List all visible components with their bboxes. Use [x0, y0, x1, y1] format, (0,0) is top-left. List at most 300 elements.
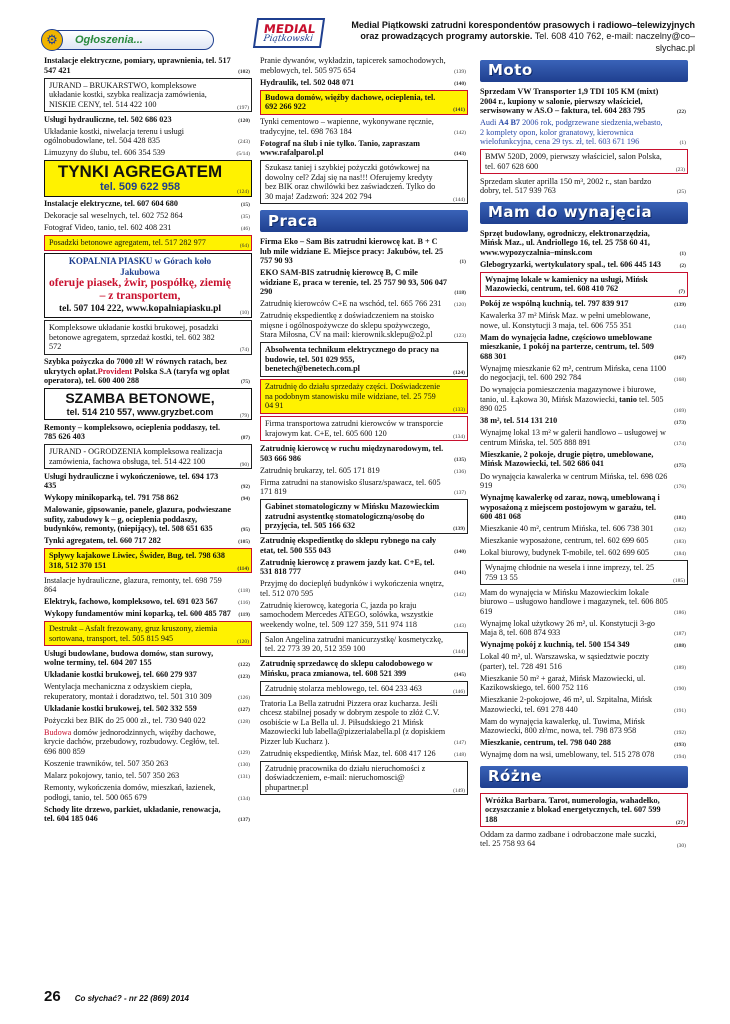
ad-mam-6 [480, 364, 688, 383]
ad-number: (120) [454, 302, 466, 309]
ad-text: Szukasz taniej i szybkiej pożyczki gotówkowej na dowolny cel? Zdaj się na nas!!! Oferujemy kredyty bez BIK oraz chwilówki bez zaświadczeń. Tylko do 30 maja! Zadzwoń: 324 202 794 [265, 163, 436, 201]
ad-number: (74) [239, 347, 249, 354]
ad-text: Spływy kajakowe Liwiec, Świder, Bug, tel. 798 638 318, 512 370 151 [49, 551, 225, 570]
ad-praca-9 [260, 478, 468, 497]
ad-mam-4 [480, 311, 688, 330]
ad-number: (174) [674, 441, 686, 448]
ad-text: Zatrudnię kierowcę w ruchu międzynarodowym, tel. 503 666 986 [260, 443, 444, 463]
ad-moto-3 [480, 177, 688, 196]
ad-c1-26 [44, 670, 252, 680]
ad-number: (1) [459, 259, 466, 266]
ad-text: Mieszkanie 50 m² + garaż, Mińsk Mazowiecki, ul. Kazikowskiego, tel. 600 752 116 [480, 673, 646, 693]
footer-title: Co słychać? - nr 22 (869) 2014 [74, 994, 189, 1003]
ad-praca-8 [260, 466, 468, 476]
ad-number: (192) [674, 729, 686, 736]
ad-praca-3 [260, 311, 468, 340]
ad-text: Mam do wynajęcia kawalerkę, ul. Tuwima, Mińsk Mazowiecki, 800 zł/mc, nowa, tel. 798 873 958 [480, 716, 645, 736]
ad-mam-2 [480, 272, 688, 297]
ad-number: (167) [674, 354, 686, 361]
ogloszenia-tag [44, 30, 214, 50]
ad-c2-2 [260, 90, 468, 115]
ad-number: (7) [678, 289, 685, 296]
ad-number: (94) [240, 496, 250, 503]
ad-number: (30) [676, 842, 686, 849]
ad-text: Układanie kostki brukowej, tel. 502 332 559 [44, 703, 197, 713]
ad-text: Schody lite drzewo, parkiet, układanie, renowacja, tel. 604 185 046 [44, 804, 221, 824]
section-mam-do-wynajecia [480, 202, 688, 224]
ad-text: Lokal 40 m², ul. Warszawska, w sąsiedztwie poczty (parter), tel. 728 491 516 [480, 652, 649, 671]
ad-text: Tynki agregatem, tel. 660 717 282 [44, 536, 161, 546]
ad-text: Mieszkanie 2-pokojowe, 46 m², ul. Szpitalna, Mińsk Mazowiecki, tel. 691 278 440 [480, 695, 653, 714]
ad-number: (133) [453, 406, 465, 413]
ad-number: (124) [237, 189, 249, 196]
ad-c1-14 [44, 423, 252, 442]
ad-praca-12 [260, 558, 468, 577]
ad-text: Wynajmę lokale w kamienicy na usługi, Mińsk Mazowiecki, centrum, tel. 608 410 762 [485, 274, 648, 294]
ad-c1-24 [44, 621, 252, 646]
ad-text: Mieszkanie, centrum, tel. 798 040 288 [480, 738, 611, 748]
ad-text: Wynajmę mieszkanie 62 m², centrum Mińska, cena 1100 do negocjacji, tel. 600 292 784 [480, 363, 667, 383]
ad-c2-4 [260, 139, 468, 158]
ad-text: Wynajmę dom na wsi, umeblowany, tel. 515 278 078 [480, 750, 655, 760]
ad-text: Instalacje elektryczne, tel. 607 604 680 [44, 199, 178, 209]
ad-number: (145) [454, 671, 466, 678]
ad-mam-24 [480, 738, 688, 748]
ad-number: (22) [676, 109, 686, 116]
ad-mam-5 [480, 333, 688, 362]
ad-text: tel. 507 104 222, www.kopalniapiasku.pl [58, 303, 222, 314]
header-text [335, 20, 695, 54]
ad-number: (1) [679, 250, 686, 257]
ad-number: (190) [674, 686, 686, 693]
ad-text: Usługi hydrauliczne, tel. 502 686 023 [44, 114, 172, 124]
ad-c1-30 [44, 728, 252, 757]
ad-mam-21 [480, 674, 688, 693]
ad-text: JURAND - OGRODZENIA kompleksowa realizacja zamówienia, fachowa obsługa, tel. 514 422 100 [49, 447, 223, 466]
ad-number: (116) [238, 600, 250, 607]
ad-number: (243) [238, 139, 250, 146]
ad-praca-16 [260, 659, 468, 678]
ad-text: Limuzyny do ślubu, tel. 606 354 539 [44, 148, 165, 158]
ad-number: (123) [454, 333, 466, 340]
ad-c1-15 [44, 444, 252, 469]
ad-text: Oddam za darmo zadbane i odrobaczone małe suczki, tel. 25 758 93 64 [480, 829, 657, 849]
ad-praca-15 [260, 632, 468, 657]
ad-number: (95) [240, 527, 250, 534]
ad-praca-20 [260, 761, 468, 796]
ad-number: (105) [238, 539, 250, 546]
ad-mam-7 [480, 385, 688, 414]
ad-text: Malarz pokojowy, tanio, tel. 507 350 263 [44, 771, 180, 781]
ad-c1-12 [44, 357, 252, 386]
ad-mam-18 [480, 619, 688, 638]
ad-praca-4 [260, 342, 468, 377]
page-number: 26 [44, 988, 61, 1005]
ad-praca-14 [260, 601, 468, 630]
ad-number: (35) [240, 214, 250, 221]
ad-text: Firma Eko – Sam Bis zatrudni kierowcę kat. B + C lub mile widziane E. Miejsce pracy: Jakubów, tel. 25 757 90 93 [260, 237, 444, 266]
ad-text: Do wynajęcia kawalerka w centrum Mińska, tel. 698 026 919 [480, 471, 668, 491]
ad-c1-8 [44, 223, 252, 233]
logo-subtext: Piątkowski [262, 33, 314, 44]
ad-number: (131) [238, 774, 250, 781]
ad-praca-6 [260, 416, 468, 441]
ad-c1-6 [44, 199, 252, 209]
ad-number: (114) [237, 565, 249, 572]
header-line2b: Tel. 608 410 762, e-mail: naczelny@co–slychac.pl [532, 31, 695, 53]
ad-number: (27) [675, 820, 685, 827]
ad-number: (1) [679, 140, 686, 147]
header-line1: Medial Piątkowski zatrudni korespondentów prasowych i radiowo–telewizyjnych [351, 20, 695, 30]
ad-number: (185) [673, 577, 685, 584]
ad-number: (144) [674, 323, 686, 330]
ad-mam-20 [480, 652, 688, 671]
ad-text: Praca [268, 211, 319, 230]
ad-text: Różne [488, 767, 542, 786]
ad-mam-14 [480, 536, 688, 546]
ad-text: A4 B7 [498, 118, 521, 128]
footer [44, 988, 694, 1005]
ad-text: Pranie dywanów, wykładzin, tapicerek samochodowych, meblowych, tel. 505 975 654 [260, 56, 446, 75]
ad-number: (197) [237, 104, 249, 111]
ad-number: (137) [238, 817, 250, 824]
ad-text: EKO SAM-BIS zatrudnię kierowcę B, C mile widziane E, praca w terenie, tel. 25 757 90 93, 506 047 290 [260, 268, 448, 297]
ad-number: (23) [675, 166, 685, 173]
ad-text: Zatrudnię ekspedientkę z doświadczeniem na stoisko mięsne i ogólnospożywcze do sklepu spożywczego, Stara Miłosna, CV na mail: kierownik.sklepu@o2.pl [260, 311, 434, 340]
ad-number: (143) [454, 622, 466, 629]
ad-text: Układanie kostki brukowej, tel. 660 279 937 [44, 670, 197, 680]
ad-text: KOPALNIA PIASKU w Górach koło Jakubowa [68, 256, 212, 277]
ad-text: Mieszkanie, 2 pokoje, drugie piętro, umeblowane, Mińsk Mazowiecki, tel. 502 686 041 [480, 449, 654, 469]
ad-text: Tratoria La Bella zatrudni Pizzera oraz kucharza. Jeśli chcesz stabilnej posady w dobrym zespole to złóż C.V. osobiście w La Bella ul. J. Piłsudskiego 21 Mińsk Mazowiecki lub labella@pizzerialabella.pl (z dopiskiem Pizzer lub Kucharz ). [260, 698, 446, 746]
ad-rozne-0 [480, 793, 688, 828]
ad-number: (143) [454, 151, 466, 158]
ad-text: Polska S.A (taryfa wg opłat operatora), tel. 600 400 288 [44, 366, 230, 386]
ad-praca-2 [260, 299, 468, 309]
ad-text: Zatrudnię kierowcę z prawem jazdy kat. C+E, tel. 531 818 777 [260, 557, 435, 577]
ad-number: (188) [674, 643, 686, 650]
ad-c1-1 [44, 78, 252, 113]
ad-number: (118) [238, 588, 250, 595]
ad-number: (139) [453, 526, 465, 533]
ad-text: Zatrudnię ekspedientkę do sklepu rybnego na cały etat, tel. 500 555 043 [260, 536, 437, 555]
ad-c1-16 [44, 472, 252, 491]
ad-praca-11 [260, 536, 468, 555]
ad-text: Kawalerka 37 m² Mińsk Maz. w pełni umeblowane, nowe, ul. Konstytucji 3 maja, tel. 606 755 351 [480, 311, 651, 330]
ad-text: Wynajmę lokal 13 m² w galerii handlowo – usługowej w centrum Mińska, tel. 505 888 891 [480, 428, 666, 447]
ad-text: domów jednorodzinnych, więźby dachowe, krycie dachów, przebudowy, rozbudowy. Cegłów, tel. 696 800 859 [44, 727, 220, 756]
ad-text: Gabinet stomatologiczny w Mińsku Mazowieckim zatrudni asystentkę stomatologiczną/osobę do przyjęcia, tel. 505 166 632 [265, 502, 440, 531]
ad-number: (123) [238, 673, 250, 680]
ad-mam-15 [480, 548, 688, 558]
ad-text: Kompleksowe układanie kostki brukowej, posadzki betonowe agregatem, sprzedaż kostki, tel. 602 382 572 [49, 323, 219, 352]
ad-c1-34 [44, 805, 252, 824]
ad-text: Zatrudnię pracownika do działu nieruchomości z doświadczeniem, e-mail: nieruchomosci@ phupartner.pl [265, 763, 426, 792]
ad-text: TYNKI AGREGATEM [57, 162, 223, 182]
medial-logo [253, 18, 325, 48]
ad-text: Elektryk, fachowo, kompleksowo, tel. 691 023 567 [44, 597, 218, 607]
ad-text: Pożyczki bez BIK do 25 000 zł., tel. 730 940 022 [44, 715, 206, 725]
ad-mam-13 [480, 524, 688, 534]
ad-number: (92) [240, 484, 250, 491]
ad-number: (193) [674, 741, 686, 748]
ad-c2-1 [260, 78, 468, 88]
ad-number: (140) [454, 548, 466, 555]
ad-number: (79) [239, 412, 249, 419]
ad-text: Zatrudnię kierowcę, kategoria C, jazda po kraju samochodem Mercedes ATEGO, solówka, wszystkie weekendy wolne, tel. 509 127 359, 511 974 118 [260, 600, 434, 629]
ad-mam-3 [480, 299, 688, 309]
ad-number: (118) [454, 290, 466, 297]
ad-mam-11 [480, 472, 688, 491]
ad-text: Zatrudnię stolarza meblowego, tel. 604 233 463 [265, 683, 422, 693]
ad-text: tel. 505 890 025 [480, 394, 664, 414]
ad-text: Remonty, wykończenia domów, mieszkań, łazienek, podłogi, tanio, tel. 500 065 679 [44, 783, 216, 802]
ad-c1-31 [44, 759, 252, 769]
ad-c1-5 [44, 160, 252, 197]
ad-text: Sprzedam skuter aprilla 150 m³, 2002 r., stan bardzo dobry, tel. 517 939 763 [480, 176, 652, 196]
ad-number: (75) [240, 379, 250, 386]
ad-text: Firma zatrudni na stanowisko ślusarz/spawacz, tel. 605 171 819 [260, 477, 441, 497]
ad-text: Wynajmę kawalerkę od zaraz, nową, umeblowaną i wyposażoną z miejscem postojowym w garażu, tel. 600 481 068 [480, 493, 660, 522]
ad-text: Lokal biurowy, budynek T-mobile, tel. 602 699 605 [480, 548, 650, 558]
ad-mam-10 [480, 450, 688, 469]
ad-text: Wynajmę chłodnie na wesela i inne imprezy, tel. 25 759 13 55 [485, 563, 655, 582]
column-2 [260, 56, 468, 798]
ad-number: (141) [453, 107, 465, 114]
ad-number: (137) [454, 490, 466, 497]
ad-text: Destrukt – Asfalt frezowany, gruz kruszony, ziemia sortowana, transport, tel. 505 815 945 [49, 624, 218, 643]
ad-text: tel. 509 622 958 [99, 180, 181, 193]
ad-number: (191) [674, 707, 686, 714]
ad-c1-32 [44, 771, 252, 781]
ad-c1-10 [44, 253, 252, 317]
ad-number: (122) [238, 661, 250, 668]
ad-mam-9 [480, 428, 688, 447]
ad-number: (183) [674, 539, 686, 546]
ad-praca-17 [260, 681, 468, 697]
ad-text: Usługi hydrauliczne i wykończeniowe, tel. 694 173 435 [44, 471, 219, 491]
ad-text: JURAND – BRUKARSTWO, kompleksowe układanie kostki, szybka realizacja zamówienia, NISKIE CENY, tel. 514 422 100 [49, 80, 207, 109]
ad-text: Mam do wynajęcia ładne, częściowo umeblowane mieszkanie, 1 pokój na parterze, centrum, tel. 509 688 301 [480, 332, 654, 361]
ad-moto-0 [480, 87, 688, 116]
ad-c2-5 [260, 160, 468, 204]
ad-text: Wykopy minikoparką, tel. 791 758 862 [44, 493, 179, 503]
ad-praca-5 [260, 379, 468, 414]
ad-text: Firma transportowa zatrudni kierowców w transporcie krajowym kat. C+E, tel. 605 600 120 [265, 419, 444, 438]
ad-number: (15) [240, 202, 250, 209]
ad-c1-23 [44, 609, 252, 619]
ad-number: (120) [238, 117, 250, 124]
ad-number: (186) [674, 609, 686, 616]
ad-number: (141) [454, 570, 466, 577]
ad-text: Malowanie, gipsowanie, panele, glazura, podwieszane sufity, zabudowy k – g, ocieplenia poddaszy, budynków, remonty, (niepijący), tel. 508 651 635 [44, 505, 231, 534]
ad-number: (134) [453, 434, 465, 441]
ad-number: (128) [238, 719, 250, 726]
ad-number: (119) [238, 612, 250, 619]
ad-number: (90) [239, 461, 249, 468]
ad-c1-13 [44, 388, 252, 420]
ad-text: Glebogryzarki, wertykulatory spal., tel. 606 445 143 [480, 259, 662, 269]
header-line2 [335, 31, 695, 54]
ad-mam-25 [480, 750, 688, 760]
section-moto [480, 60, 688, 82]
ad-text: Dekoracje sal weselnych, tel. 602 752 864 [44, 211, 183, 221]
ad-mam-19 [480, 640, 688, 650]
ad-c1-7 [44, 211, 252, 221]
ad-c1-21 [44, 576, 252, 595]
ad-text: Wynajmę pokój z kuchnią, tel. 500 154 349 [480, 640, 630, 650]
section-praca [260, 210, 468, 232]
ad-c1-0 [44, 56, 252, 75]
ad-c1-20 [44, 548, 252, 573]
logo-text: MEDIAL [262, 21, 317, 36]
ad-c1-3 [44, 127, 252, 146]
ad-text: Remonty – kompleksowo, ocieplenia poddaszy, tel. 785 626 403 [44, 422, 221, 442]
ad-praca-7 [260, 444, 468, 463]
ad-number: (124) [453, 369, 465, 376]
ad-text: tel. 514 210 557, www.gryzbet.com [66, 406, 214, 417]
column-1 [44, 56, 252, 826]
ad-number: (173) [674, 419, 686, 426]
ad-text: 38 m², tel. 514 131 210 [480, 416, 558, 426]
ad-number: (184) [674, 551, 686, 558]
ad-text: Wynajmę lokal użytkowy 26 m², ul. Konstytucji 3-go Maja 8, tel. 608 874 933 [480, 618, 656, 638]
ad-c1-28 [44, 704, 252, 714]
ad-number: (142) [454, 591, 466, 598]
ad-text: Mieszkanie wyposażone, centrum, tel. 602 699 605 [480, 536, 649, 546]
ad-number: (120) [237, 638, 249, 645]
ad-text: Mieszkanie 40 m², centrum Mińska, tel. 606 738 301 [480, 524, 654, 534]
ad-number: (189) [674, 664, 686, 671]
ad-text: tanio [617, 394, 637, 404]
ad-number: (187) [674, 631, 686, 638]
ad-text: Zatrudnię brukarzy, tel. 605 171 819 [260, 465, 380, 475]
ad-text: Wentylacja mechaniczna z odzyskiem ciepła, rekuperatory, montaż i doradztwo, tel. 501 310 309 [44, 682, 212, 701]
ad-text: Koszenie trawników, tel. 507 350 263 [44, 759, 169, 768]
ad-number: (147) [454, 740, 466, 747]
ad-c1-18 [44, 505, 252, 534]
ad-text: Tynki cementowo – wapienne, wykonywane ręcznie, tradycyjne, tel. 698 763 184 [260, 117, 434, 136]
ad-praca-19 [260, 749, 468, 759]
ad-text: Instalacje hydrauliczne, glazura, remonty, tel. 698 759 864 [44, 575, 222, 595]
ad-praca-10 [260, 499, 468, 534]
ad-text: Wykopy fundamentów mini koparką, tel. 600 485 787 [44, 609, 231, 619]
ad-text: Salon Angelina zatrudni manicurzystkę/ kosmetyczkę, tel. 22 773 39 20, 512 359 100 [265, 634, 444, 654]
ad-c1-17 [44, 493, 252, 503]
ad-text: Układanie kostki, niwelacja terenu i usługi ogólnobudowlane, tel. 504 428 835 [44, 126, 185, 146]
ad-number: (168) [674, 376, 686, 383]
ad-number: (169) [674, 407, 686, 414]
ad-number: (176) [674, 484, 686, 491]
ad-text: Sprzęt budowlany, ogrodniczy, elektronarzędzia, Mińsk Maz., ul. Andriollego 16, tel. 25 758 60 41, www.wypozyczalnia–minsk.com [480, 228, 650, 257]
ad-text: Zatrudnię ekspedientkę, Mińsk Maz, tel. 608 417 126 [260, 748, 436, 758]
ad-text: Provident [97, 366, 133, 376]
ad-c1-27 [44, 682, 252, 701]
ad-text: Do wynajęcia pomieszczenia magazynowe i biurowe, tanio, ul. Łąkowa 30, Mińsk Mazowiecki, [480, 385, 656, 404]
ad-text: Fotograf Video, tanio, tel. 602 408 231 [44, 223, 172, 233]
ad-text: Posadzki betonowe agregatem, tel. 517 282 977 [49, 238, 206, 248]
ad-number: (136) [454, 468, 466, 475]
ad-number: (148) [454, 752, 466, 759]
ad-number: (139) [674, 302, 686, 309]
ad-number: (182) [674, 527, 686, 534]
ad-number: (129) [238, 750, 250, 757]
ad-c1-22 [44, 597, 252, 607]
ad-mam-8 [480, 416, 688, 426]
ad-praca-13 [260, 579, 468, 598]
ad-number: (139) [454, 68, 466, 75]
ad-number: (149) [453, 788, 465, 795]
ad-number: (142) [454, 129, 466, 136]
ad-number: (146) [453, 688, 465, 695]
ad-number: (127) [238, 707, 250, 714]
ad-text: 2006 rok, podgrzewane siedzenia,webasto, 2 komplety opon, kolor granatowy, kierownica wielofunkcyjna, cena 29 tys. zł, tel. 603 671 196 [480, 118, 663, 147]
ad-c1-2 [44, 115, 252, 125]
ad-moto-1 [480, 118, 688, 147]
ad-mam-16 [480, 560, 688, 585]
ad-text: Budowa [44, 727, 72, 737]
ad-rozne-1 [480, 830, 688, 849]
ad-c1-25 [44, 649, 252, 668]
ad-number: (135) [454, 456, 466, 463]
ad-text: Przyjmę do docieplęń budynków i wykończenia wnętrz, tel. 512 070 595 [260, 579, 444, 598]
ad-text: Hydraulik, tel. 502 048 071 [260, 77, 355, 87]
ad-number: (5/14) [236, 151, 250, 158]
ad-number: (126) [238, 695, 250, 702]
ad-c1-4 [44, 148, 252, 158]
ad-c1-19 [44, 536, 252, 546]
ad-c1-11 [44, 320, 252, 355]
ad-praca-1 [260, 268, 468, 297]
ad-number: (25) [676, 189, 686, 196]
ad-number: (194) [674, 753, 686, 760]
column-3 [480, 60, 688, 851]
ad-number: (46) [240, 226, 250, 233]
ad-text: Wróżka Barbara. Tarot, numerologia, wahadełko, oczyszczanie z blokad energetycznych, tel. 607 599 188 [485, 795, 661, 824]
ad-number: (130) [238, 762, 250, 769]
ad-mam-23 [480, 717, 688, 736]
ad-text: Usługi budowlane, budowa domów, stan surowy, wolne terminy, tel. 604 207 155 [44, 648, 214, 668]
ad-number: (140) [454, 80, 466, 87]
ad-text: oferuje piasek, żwir, pospółkę, ziemię – z transportem, [49, 277, 231, 303]
ad-c2-3 [260, 117, 468, 136]
ad-text: Szybka pożyczka do 7000 zł! W równych ratach, bez ukrytych opłat. [44, 357, 227, 376]
ad-mam-22 [480, 695, 688, 714]
ad-text: Sprzedam VW Transporter 1,9 TDI 105 KM (mixt) 2004 r., kupiony w salonie, pierwszy właściciel, serwisowany w AS.O – faktura, tel. 604 283 795 [480, 87, 659, 116]
ad-number: (134) [238, 795, 250, 802]
ad-number: (102) [238, 68, 250, 75]
header [255, 14, 695, 52]
ad-text: Zatrudnię do działu sprzedaży części. Doświadczenie na podobnym stanowisku mile widziane, tel. 25 759 04 91 [265, 382, 441, 411]
gear-icon: ⚙ [41, 29, 63, 51]
ad-text: Absolwenta technikum elektrycznego do pracy na budowie, tel. 501 029 955, benetech@benetech.com.pl [265, 345, 439, 374]
ad-number: (87) [240, 435, 250, 442]
ad-mam-1 [480, 260, 688, 270]
ad-moto-2 [480, 149, 688, 174]
ad-mam-0 [480, 229, 688, 258]
header-line2a: oraz prowadzących programy autorskie. [360, 31, 533, 42]
ad-number: (181) [674, 515, 686, 522]
ad-text: SZAMBA BETONOWE, [65, 390, 215, 407]
ad-text: Budowa domów, więźby dachowe, ocieplenia, tel. 692 266 922 [265, 92, 436, 112]
ogloszenia-title: Ogłoszenia... [75, 33, 143, 46]
ad-text: Moto [488, 61, 533, 80]
ad-c1-29 [44, 716, 252, 726]
ad-number: (175) [674, 462, 686, 469]
ad-text: Zatrudnię kierowców C+E na wschód, tel. 665 766 231 [260, 299, 442, 309]
ad-praca-18 [260, 699, 468, 747]
ad-text: BMW 520D, 2009, pierwszy właściciel, salon Polska, tel. 607 628 600 [485, 152, 662, 171]
